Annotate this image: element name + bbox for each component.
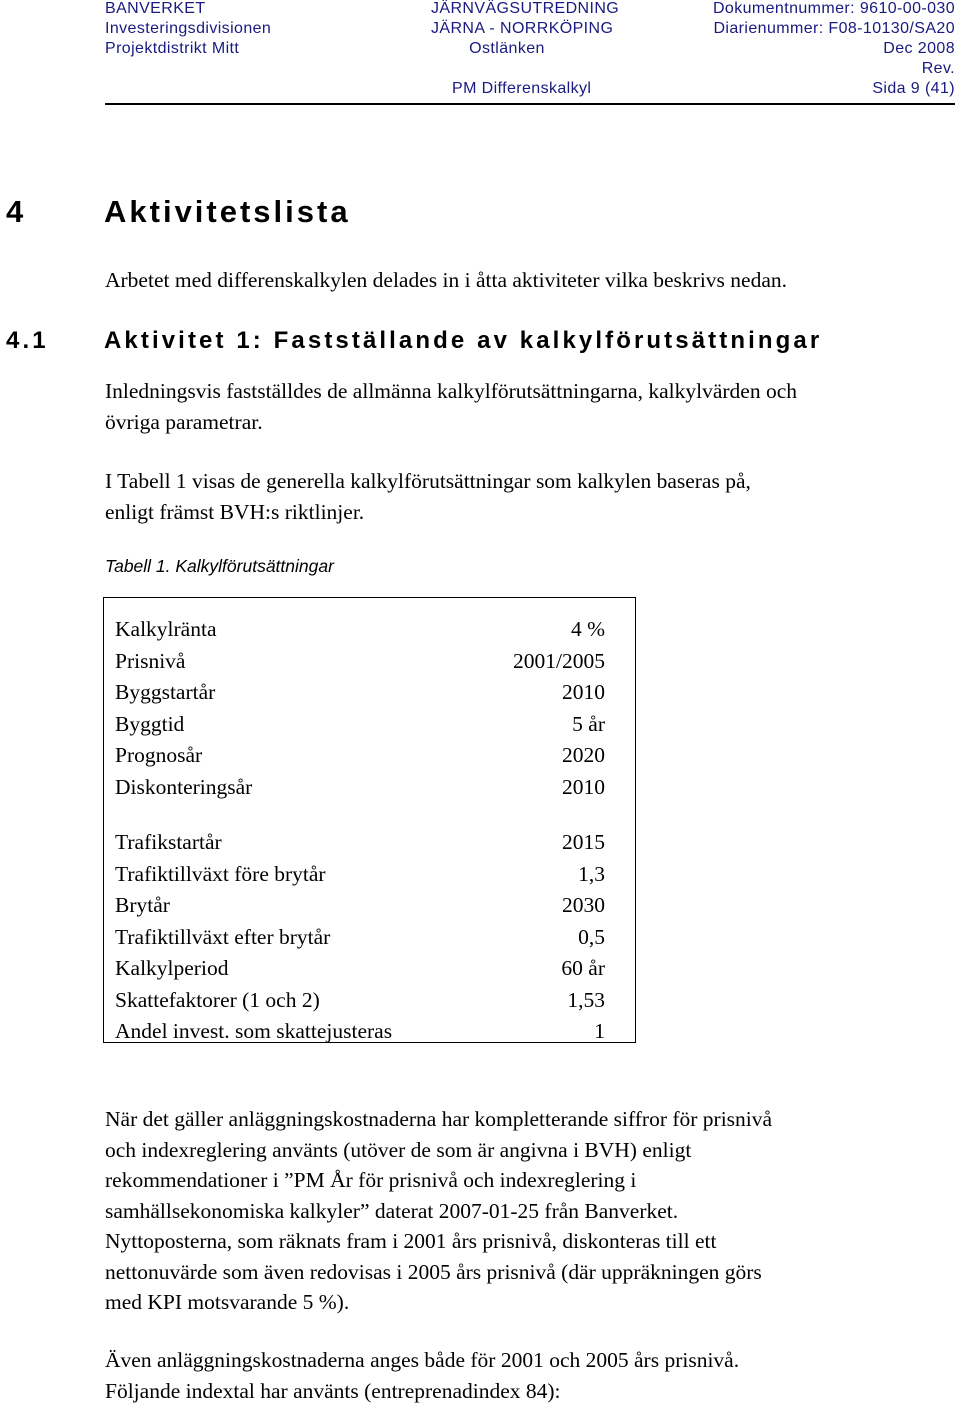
header-row-1 [105, 0, 955, 22]
row-value: 5 år [572, 711, 605, 736]
row-label: Prisnivå [115, 648, 186, 673]
page-header [105, 0, 955, 104]
row-value: 2001/2005 [513, 648, 605, 673]
row-value: 4 % [570, 617, 605, 641]
row-value: 1 [594, 1019, 605, 1043]
row-value: 2015 [562, 830, 605, 854]
row-label: Kalkylränta [115, 617, 217, 641]
table-row [104, 649, 634, 680]
paragraph-line: och indexreglering använts (utöver de som är angivna i BVH) enligt [105, 1137, 692, 1162]
table-row [104, 893, 634, 924]
header-revision: Rev. [921, 60, 955, 77]
header-page-number: Sida 9 (41) [872, 80, 955, 97]
row-label: Byggtid [115, 711, 185, 736]
header-date: Dec 2008 [883, 40, 955, 57]
subsection-number: 4.1 [6, 327, 49, 354]
header-route: JÄRNA - NORRKÖPING [431, 20, 614, 37]
paragraph-line: I Tabell 1 visas de generella kalkylförutsättningar som kalkylen baseras på, [105, 469, 751, 493]
assumptions-table [103, 597, 636, 1043]
paragraph-initial-assumptions [105, 376, 957, 437]
row-label: Brytår [115, 893, 170, 917]
section-number: 4 [6, 194, 27, 229]
row-value: 60 år [561, 956, 605, 980]
header-row-3 [105, 40, 955, 62]
table-row [104, 712, 634, 743]
row-label: Kalkylperiod [115, 956, 229, 980]
row-value: 2020 [562, 743, 605, 767]
header-district: Projektdistrikt Mitt [105, 40, 240, 57]
row-value: 0,5 [578, 924, 605, 949]
paragraph-line: enligt främst BVH:s riktlinjer. [105, 499, 365, 524]
table-row [104, 1019, 634, 1050]
paragraph-line: Arbetet med differenskalkylen delades in i åtta aktiviteter vilka beskrivs nedan. [105, 268, 787, 292]
table-row [104, 830, 634, 861]
header-document-type: JÄRNVÄGSUTREDNING [431, 0, 620, 17]
header-project: Ostlänken [469, 40, 545, 57]
table-row [104, 988, 634, 1019]
row-label: Trafikstartår [115, 830, 222, 854]
section-intro [105, 265, 957, 296]
header-row-5 [105, 80, 955, 102]
row-label: Diskonteringsår [115, 774, 253, 799]
header-registration-number: Diarienummer: F08-10130/SA20 [713, 20, 955, 37]
table-caption: Tabell 1. Kalkylförutsättningar [105, 556, 334, 576]
paragraph-line: nettonuvärde som även redovisas i 2005 års prisnivå (där uppräkningen görs [105, 1259, 762, 1284]
paragraph-line: med KPI motsvarande 5 %). [105, 1290, 350, 1314]
row-value: 2030 [562, 893, 605, 917]
row-label: Trafiktillväxt efter brytår [115, 924, 331, 949]
paragraph-line: samhällsekonomiska kalkyler” daterat 2007-01-25 från Banverket. [105, 1198, 679, 1223]
paragraph-line: Även anläggningskostnaderna anges både för 2001 och 2005 års prisnivå. [105, 1348, 740, 1372]
row-label: Prognosår [115, 743, 203, 767]
header-divider [105, 103, 955, 105]
header-division: Investeringsdivisionen [105, 20, 272, 37]
row-label: Skattefaktorer (1 och 2) [115, 987, 320, 1012]
row-label: Byggstartår [115, 680, 216, 704]
table-row [104, 775, 634, 806]
subsection-title: Aktivitet 1: Fastställande av kalkylförutsättningar [104, 327, 823, 354]
table-row [104, 862, 634, 893]
header-report-title: PM Differenskalkyl [452, 80, 592, 97]
table-row [104, 617, 634, 648]
paragraph-line: När det gäller anläggningskostnaderna har kompletterande siffror för prisnivå [105, 1107, 773, 1131]
paragraph-table-reference [105, 466, 957, 527]
header-organization: BANVERKET [105, 0, 206, 17]
row-label: Andel invest. som skattejusteras [115, 1019, 393, 1043]
header-row-4 [105, 60, 955, 82]
paragraph-line: rekommendationer i ”PM År för prisnivå och indexreglering i [105, 1168, 637, 1192]
paragraph-line: övriga parametrar. [105, 409, 263, 434]
row-value: 1,3 [578, 861, 605, 886]
table-row [104, 680, 634, 711]
table-row [104, 743, 634, 774]
section-title: Aktivitetslista [104, 194, 351, 229]
table-row [104, 956, 634, 987]
row-value: 2010 [562, 680, 605, 704]
row-value: 1,53 [567, 987, 605, 1012]
header-row-2 [105, 20, 955, 42]
table-row [104, 925, 634, 956]
row-label: Trafiktillväxt före brytår [115, 861, 326, 886]
header-document-number: Dokumentnummer: 9610-00-030 [712, 0, 955, 17]
paragraph-line: Följande indextal har använts (entreprenadindex 84): [105, 1378, 561, 1403]
paragraph-price-level [105, 1104, 957, 1318]
paragraph-line: Nyttoposterna, som räknats fram i 2001 års prisnivå, diskonteras till ett [105, 1229, 717, 1253]
paragraph-line: Inledningsvis fastställdes de allmänna kalkylförutsättningarna, kalkylvärden och [105, 379, 797, 403]
paragraph-index [105, 1345, 957, 1406]
row-value: 2010 [562, 774, 605, 799]
